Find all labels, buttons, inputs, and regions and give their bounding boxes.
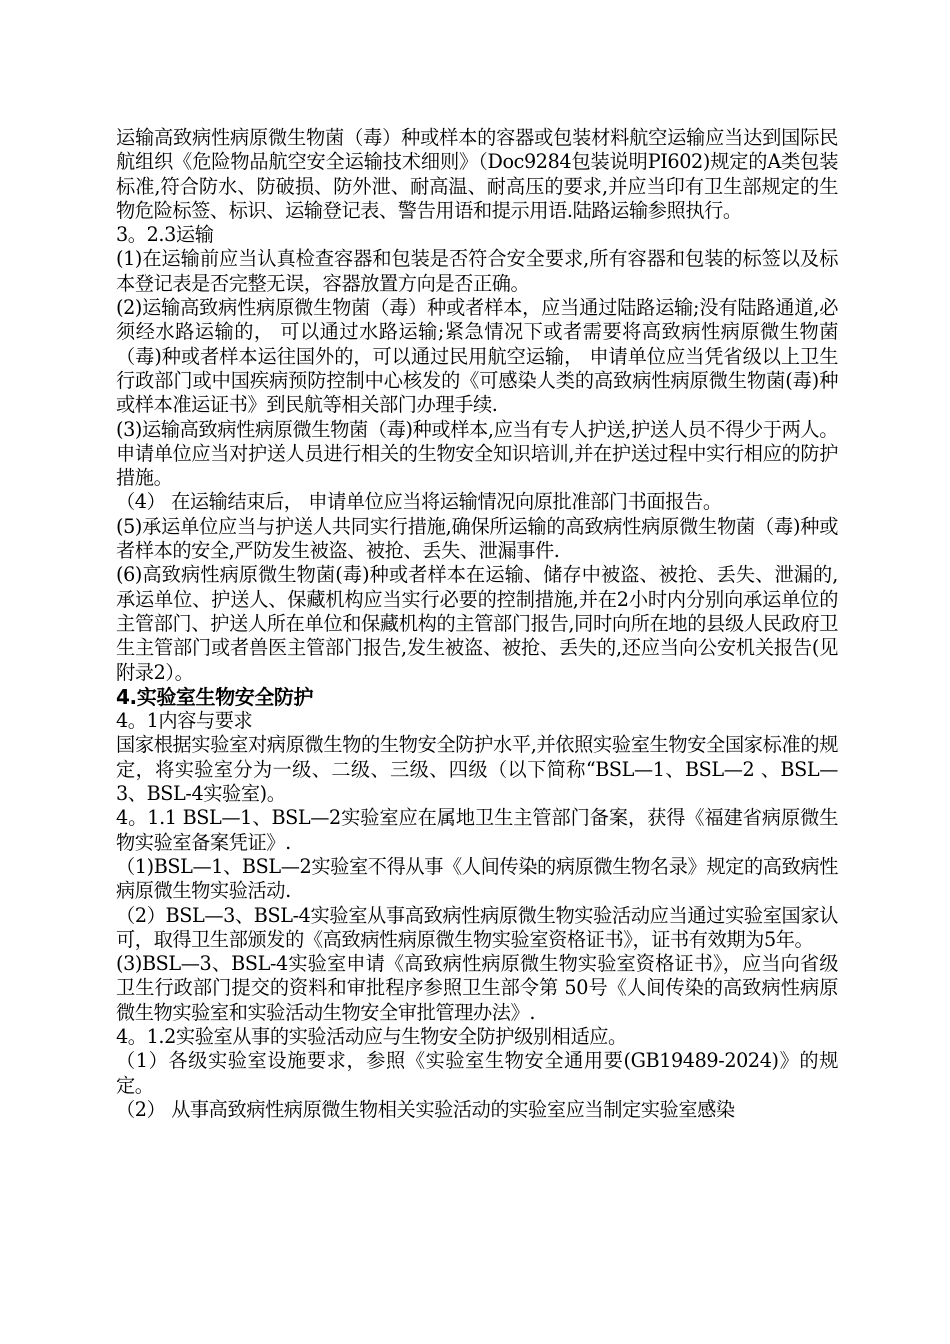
paragraph-lab-item-2: （2）BSL—3、BSL-4实验室从事高致病性病原微生物实验活动应当通过实验室国家认可，取得卫生部颁发的《高致病性病原微生物实验室资格证书》，证书有效期为5年。 xyxy=(116,903,838,951)
document-page xyxy=(116,126,838,1122)
paragraph-transport-item-1: (1)在运输前应当认真检查容器和包装是否符合安全要求,所有容器和包装的标签以及标本登记表是否完整无误，容器放置方向是否正确。 xyxy=(116,247,838,295)
section-heading-lab-biosafety: 4.实验室生物安全防护 xyxy=(116,684,314,709)
paragraph-lab-classification: 国家根据实验室对病原微生物的生物安全防护水平,并依照实验室生物安全国家标准的规定，将实验室分为一级、二级、三级、四级（以下简称“BSL—1、BSL—2 、BSL—3、BSL-4实验室)。 xyxy=(116,733,838,806)
paragraph-transport-item-2: (2)运输高致病性病原微生物菌（毒）种或者样本，应当通过陆路运输;没有陆路通道,必须经水路运输的， 可以通过水路运输;紧急情况下或者需要将高致病性病原微生物菌（毒)种或者样本运往国外的，可以通过民用航空运输， 申请单位应当凭省级以上卫生行政部门或中国疾病预防控制中心核发的《可感染人类的高致病性病原微生物菌(毒)种或样本准运证书》到民航等相关部门办理手续. xyxy=(116,296,838,417)
paragraph-facility-item-1: （1）各级实验室设施要求，参照《实验室生物安全通用要(GB19489-2024)》的规定。 xyxy=(116,1049,838,1097)
paragraph-4-1-1-registration: 4。1.1 BSL—1、BSL—2实验室应在属地卫生主管部门备案，获得《福建省病原微生物实验室备案凭证》. xyxy=(116,806,838,854)
paragraph-lab-item-1: （1)BSL—1、BSL—2实验室不得从事《人间传染的病原微生物名录》规定的高致病性病原微生物实验活动. xyxy=(116,854,838,903)
paragraph-facility-item-2: （2） 从事高致病性病原微生物相关实验活动的实验室应当制定实验室感染 xyxy=(116,1097,735,1121)
paragraph-4-1-2-activities: 4。1.2实验室从事的实验活动应与生物安全防护级别相适应。 xyxy=(116,1024,627,1048)
paragraph-transport-item-5: (5)承运单位应当与护送人共同实行措施,确保所运输的高致病性病原微生物菌（毒)种或者样本的安全,严防发生被盗、被抢、丢失、泄漏事件. xyxy=(116,514,838,563)
paragraph-lab-item-3: (3)BSL—3、BSL-4实验室申请《高致病性病原微生物实验室资格证书》，应当向省级卫生行政部门提交的资料和审批程序参照卫生部令第 50号《人间传染的高致病性病原微生物实验室和实验活动生物安全审批管理办法》. xyxy=(116,952,838,1024)
paragraph-transport-item-6: (6)高致病性病原微生物菌(毒)种或者样本在运输、储存中被盗、被抢、丢失、泄漏的,承运单位、护送人、保藏机构应当实行必要的控制措施,并在2小时内分别向承运单位的主管部门、护送人所在单位和保藏机构的主管部门报告,同时向所在地的县级人民政府卫生主管部门或者兽医主管部门报告,发生被盗、被抢、丢失的,还应当向公安机关报告(见附录2）。 xyxy=(116,563,838,684)
paragraph-transport-item-4: （4） 在运输结束后， 申请单位应当将运输情况向原批准部门书面报告。 xyxy=(116,490,722,514)
paragraph-packaging-standard: 运输高致病性病原微生物菌（毒）种或样本的容器或包装材料航空运输应当达到国际民航组织《危险物品航空安全运输技术细则》（Doc9284包装说明PI602)规定的A类包装标准,符合防水、防破损、防外泄、耐高温、耐高压的要求,并应当印有卫生部规定的生物危险标签、标识、运输登记表、警告用语和提示用语.陆路运输参照执行。 xyxy=(116,126,838,222)
section-number-4-1-content: 4。1内容与要求 xyxy=(116,709,253,733)
paragraph-transport-item-3: (3)运输高致病性病原微生物菌（毒)种或样本,应当有专人护送,护送人员不得少于两人。申请单位应当对护送人员进行相关的生物安全知识培训,并在护送过程中实行相应的防护措施。 xyxy=(116,417,838,490)
section-number-3-2-3-transport: 3。2.3运输 xyxy=(116,223,214,247)
